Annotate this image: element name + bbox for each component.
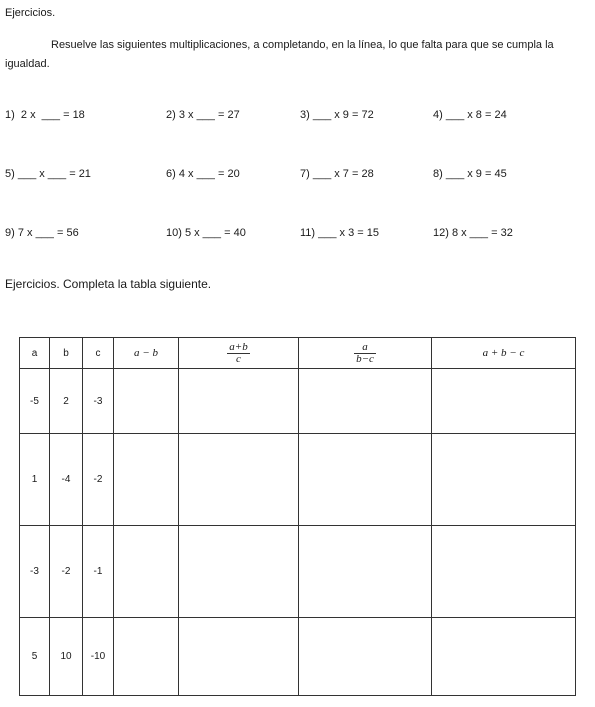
- exercise-12: 12) 8 x ___ = 32: [433, 227, 513, 239]
- exercise-5: 5) ___ x ___ = 21: [5, 168, 91, 180]
- header-a: a: [20, 338, 50, 369]
- table-row: [20, 434, 576, 526]
- answer-cell[interactable]: [432, 369, 576, 434]
- fraction-denominator: c: [236, 352, 241, 365]
- answer-cell[interactable]: [299, 434, 432, 526]
- cell-c: -2: [83, 434, 114, 526]
- exercise-4: 4) ___ x 8 = 24: [433, 109, 507, 121]
- exercise-table: [19, 337, 576, 696]
- header-b: b: [50, 338, 83, 369]
- answer-cell[interactable]: [179, 434, 299, 526]
- answer-cell[interactable]: [432, 434, 576, 526]
- fraction-numerator: a: [354, 342, 376, 354]
- table-header-row: [20, 338, 576, 369]
- answer-cell[interactable]: [114, 369, 179, 434]
- answer-cell[interactable]: [179, 369, 299, 434]
- instruction-paragraph: [5, 36, 585, 74]
- header-fraction-a-over-b-minus-c: [299, 338, 432, 369]
- header-fraction-a-plus-b-over-c: [179, 338, 299, 369]
- answer-cell[interactable]: [299, 526, 432, 618]
- cell-b: 10: [50, 618, 83, 696]
- answer-cell[interactable]: [114, 434, 179, 526]
- table-row: [20, 526, 576, 618]
- exercise-1: 1) 2 x ___ = 18: [5, 109, 85, 121]
- cell-a: -3: [20, 526, 50, 618]
- answer-cell[interactable]: [432, 526, 576, 618]
- cell-a: 1: [20, 434, 50, 526]
- cell-a: 5: [20, 618, 50, 696]
- exercise-3: 3) ___ x 9 = 72: [300, 109, 374, 121]
- header-a-plus-b-minus-c: a + b − c: [432, 338, 576, 369]
- answer-cell[interactable]: [299, 369, 432, 434]
- answer-cell[interactable]: [179, 526, 299, 618]
- cell-a: -5: [20, 369, 50, 434]
- cell-b: -4: [50, 434, 83, 526]
- fraction-numerator: a+b: [229, 340, 248, 353]
- cell-c: -3: [83, 369, 114, 434]
- answer-cell[interactable]: [432, 618, 576, 696]
- answer-cell[interactable]: [114, 526, 179, 618]
- exercise-11: 11) ___ x 3 = 15: [300, 227, 379, 239]
- instruction-text: Resuelve las siguientes multiplicaciones, a completando, en la línea, lo que falta para que se cumpla la igualdad.: [5, 39, 554, 70]
- header-a-minus-b: a − b: [114, 338, 179, 369]
- answer-cell[interactable]: [299, 618, 432, 696]
- table-row: [20, 618, 576, 696]
- exercise-7: 7) ___ x 7 = 28: [300, 168, 374, 180]
- table-row: [20, 369, 576, 434]
- answer-cell[interactable]: [179, 618, 299, 696]
- header-c: c: [83, 338, 114, 369]
- exercise-8: 8) ___ x 9 = 45: [433, 168, 507, 180]
- cell-b: 2: [50, 369, 83, 434]
- cell-c: -1: [83, 526, 114, 618]
- exercise-9: 9) 7 x ___ = 56: [5, 227, 79, 239]
- exercise-2: 2) 3 x ___ = 27: [166, 109, 240, 121]
- table-section-title: Ejercicios. Completa la tabla siguiente.: [5, 277, 212, 291]
- answer-cell[interactable]: [114, 618, 179, 696]
- exercise-6: 6) 4 x ___ = 20: [166, 168, 240, 180]
- fraction-denominator: b−c: [356, 352, 374, 365]
- exercise-10: 10) 5 x ___ = 40: [166, 227, 246, 239]
- page-title: Ejercicios.: [5, 7, 56, 19]
- cell-b: -2: [50, 526, 83, 618]
- cell-c: -10: [83, 618, 114, 696]
